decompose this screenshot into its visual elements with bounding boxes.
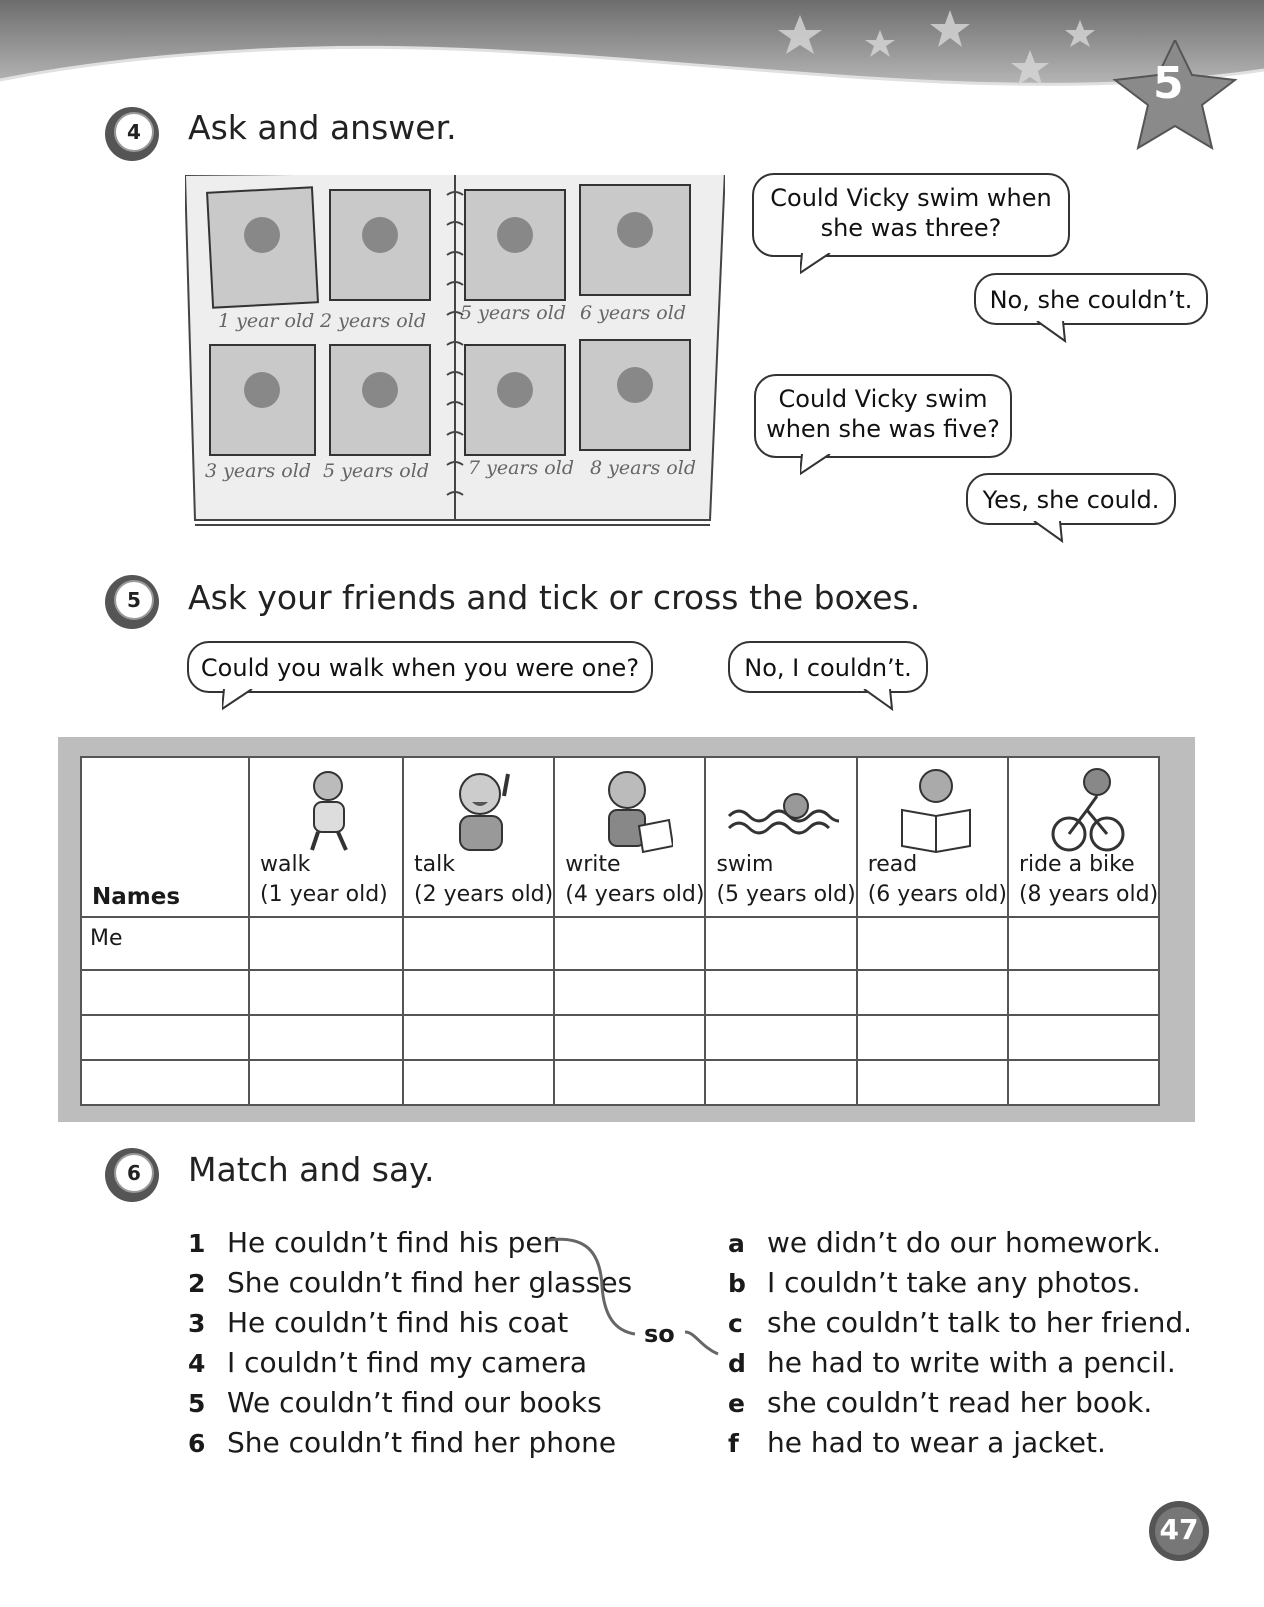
match-right-item [728, 1226, 1161, 1259]
match-right-letter: a [728, 1229, 745, 1258]
column-action-ride: ride a bike [1018, 852, 1135, 877]
header-cell-write [554, 757, 705, 917]
reading-child-icon [896, 766, 976, 854]
match-left-item [188, 1346, 587, 1379]
column-age-swim: (5 years old) [716, 882, 856, 907]
match-left-text: She couldn’t find her phone [227, 1426, 617, 1459]
header-cell-walk [249, 757, 403, 917]
match-left-item [188, 1426, 616, 1459]
album-label-2: 2 years old [320, 310, 426, 332]
match-left-text: We couldn’t find our books [227, 1386, 602, 1419]
tick-box[interactable] [705, 1015, 856, 1060]
survey-table [80, 756, 1160, 1106]
name-cell[interactable] [81, 1015, 249, 1060]
album-label-6: 5 years old [323, 460, 429, 482]
table-row [81, 917, 1159, 970]
swimming-child-icon [724, 766, 839, 854]
table-row [81, 1015, 1159, 1060]
cycling-child-icon [1047, 766, 1127, 854]
tick-box[interactable] [554, 1060, 705, 1105]
match-right-item [728, 1386, 1152, 1419]
match-left-number: 4 [188, 1349, 206, 1378]
album-label-7: 7 years old [468, 457, 574, 479]
match-left-text: I couldn’t find my camera [227, 1346, 588, 1379]
column-age-read: (6 years old) [867, 882, 1007, 907]
column-action-walk: walk [260, 852, 311, 877]
names-header: Names [92, 884, 181, 910]
match-left-number: 1 [188, 1229, 206, 1258]
bubble-tail-icon [800, 454, 840, 476]
exercise-5-number: 5 [127, 588, 141, 612]
tick-box[interactable] [403, 1015, 554, 1060]
album-label-4: 6 years old [580, 302, 686, 324]
column-age-write: (4 years old) [565, 882, 705, 907]
match-right-item [728, 1426, 1106, 1459]
tick-box[interactable] [1008, 970, 1159, 1015]
tick-box[interactable] [249, 1015, 403, 1060]
speech-bubble-answer-1: No, she couldn’t. [974, 273, 1208, 325]
bubble-tail-icon [1032, 521, 1072, 543]
bubble-tail-icon [1035, 321, 1075, 343]
tick-box[interactable] [705, 917, 856, 970]
table-row [81, 970, 1159, 1015]
names-header-cell [81, 757, 249, 917]
header-cell-talk [403, 757, 554, 917]
connector-word-so: so [644, 1320, 675, 1348]
speech-bubble-answer: No, I couldn’t. [728, 641, 928, 693]
match-left-item [188, 1306, 568, 1339]
name-cell[interactable] [81, 1060, 249, 1105]
unit-number: 5 [1153, 58, 1184, 109]
column-age-ride: (8 years old) [1018, 882, 1159, 907]
writing-child-icon [593, 766, 673, 854]
match-right-letter: f [728, 1429, 739, 1458]
tick-box[interactable] [857, 1060, 1008, 1105]
walking-child-icon [288, 766, 368, 854]
tick-box[interactable] [1008, 917, 1159, 970]
exercise-4-title: Ask and answer. [188, 108, 457, 147]
match-right-item [728, 1266, 1141, 1299]
speech-bubble-question: Could you walk when you were one? [187, 641, 653, 693]
match-right-letter: e [728, 1389, 745, 1418]
speech-bubble-answer-2: Yes, she could. [966, 473, 1176, 525]
tick-box[interactable] [857, 970, 1008, 1015]
table-header-row [81, 757, 1159, 917]
name-cell[interactable] [81, 970, 249, 1015]
tick-box[interactable] [1008, 1015, 1159, 1060]
column-action-swim: swim [716, 852, 774, 877]
match-left-number: 6 [188, 1429, 206, 1458]
tick-box[interactable] [1008, 1060, 1159, 1105]
tick-box[interactable] [554, 917, 705, 970]
tick-box[interactable] [249, 1060, 403, 1105]
match-right-text: he had to write with a pencil. [767, 1346, 1176, 1379]
match-right-letter: d [728, 1349, 746, 1378]
album-label-5: 3 years old [205, 460, 311, 482]
bubble-tail-icon [862, 689, 902, 711]
tick-box[interactable] [857, 1015, 1008, 1060]
match-right-text: we didn’t do our homework. [767, 1226, 1162, 1259]
speech-bubble-question-2: Could Vicky swim when she was five? [754, 374, 1012, 458]
match-right-text: she couldn’t read her book. [767, 1386, 1153, 1419]
match-right-text: he had to wear a jacket. [767, 1426, 1106, 1459]
page-number: 47 [1159, 1513, 1199, 1546]
exercise-5-title: Ask your friends and tick or cross the boxes. [188, 578, 921, 617]
column-action-talk: talk [414, 852, 455, 877]
tick-box[interactable] [249, 917, 403, 970]
match-right-letter: b [728, 1269, 746, 1298]
match-left-text: She couldn’t find her glasses [227, 1266, 633, 1299]
header-cell-read [857, 757, 1008, 917]
album-label-8: 8 years old [590, 457, 696, 479]
table-row [81, 1060, 1159, 1105]
bubble-tail-icon [800, 253, 840, 275]
header-cell-ride [1008, 757, 1159, 917]
exercise-6-title: Match and say. [188, 1150, 435, 1189]
match-right-item [728, 1306, 1192, 1339]
tick-box[interactable] [403, 970, 554, 1015]
exercise-4-number: 4 [127, 120, 141, 144]
match-left-number: 3 [188, 1309, 206, 1338]
exercise-6-number: 6 [127, 1161, 141, 1185]
speech-bubble-question-1: Could Vicky swim when she was three? [752, 173, 1070, 257]
column-action-read: read [867, 852, 918, 877]
match-connector-line [540, 1236, 740, 1366]
match-left-item [188, 1386, 602, 1419]
tick-box[interactable] [857, 917, 1008, 970]
match-left-item [188, 1226, 560, 1259]
header-cell-swim [705, 757, 856, 917]
match-right-item [728, 1346, 1176, 1379]
album-label-1: 1 year old [218, 310, 315, 332]
match-left-text: He couldn’t find his coat [227, 1306, 569, 1339]
tick-box[interactable] [403, 1060, 554, 1105]
match-right-text: I couldn’t take any photos. [767, 1266, 1141, 1299]
album-label-3: 5 years old [460, 302, 566, 324]
tick-box[interactable] [249, 970, 403, 1015]
talking-child-icon [442, 766, 522, 854]
column-age-talk: (2 years old) [414, 882, 554, 907]
bubble-tail-icon [222, 689, 262, 711]
tick-box[interactable] [705, 970, 856, 1015]
tick-box[interactable] [705, 1060, 856, 1105]
column-age-walk: (1 year old) [260, 882, 388, 907]
tick-box[interactable] [554, 1015, 705, 1060]
column-action-write: write [565, 852, 621, 877]
match-left-number: 5 [188, 1389, 206, 1418]
tick-box[interactable] [403, 917, 554, 970]
name-cell-me: Me [81, 917, 249, 970]
header-banner [0, 0, 1264, 120]
match-right-text: she couldn’t talk to her friend. [767, 1306, 1193, 1339]
match-left-number: 2 [188, 1269, 206, 1298]
match-right-letter: c [728, 1309, 743, 1338]
match-left-text: He couldn’t find his pen [227, 1226, 561, 1259]
tick-box[interactable] [554, 970, 705, 1015]
